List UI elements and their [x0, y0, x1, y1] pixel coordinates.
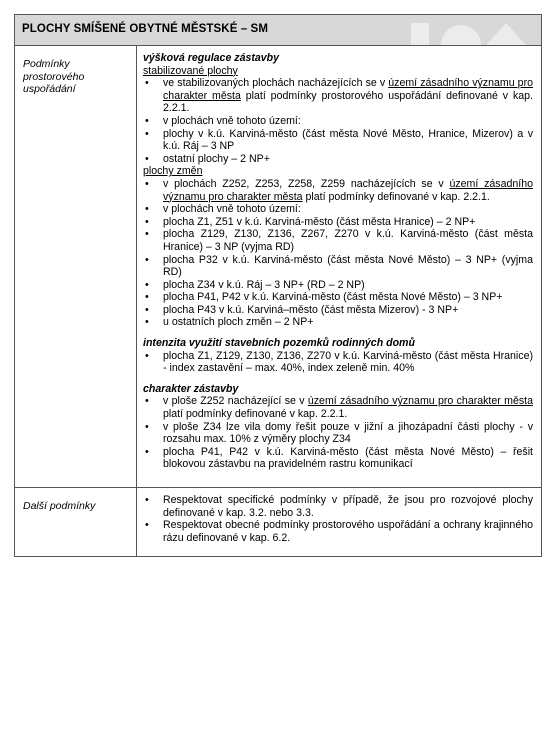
section-heading: výšková regulace zástavby: [143, 52, 280, 64]
list-item: • plocha Z1, Z129, Z130, Z136, Z270 v k.ú. Karviná-město (část města Hranice) - index zastavění – max. 40%, index zeleně min. 40%: [143, 350, 533, 375]
subheading: stabilizované plochy: [143, 64, 238, 77]
list-item: • plochy v k.ú. Karviná-město (část města Nové Město, Hranice, Mizerov) a v k.ú. Ráj – 3 NP: [143, 128, 533, 153]
zone-link-text: území zásadního významu pro charakter města: [307, 395, 533, 408]
list-item: • plocha Z34 v k.ú. Ráj – 3 NP+ (RD – 2 NP): [143, 279, 533, 292]
regulation-table: [14, 14, 542, 557]
list-item: • u ostatních ploch změn – 2 NP+: [143, 316, 533, 329]
bullet-list: [143, 178, 533, 329]
row-label: Další podmínky: [15, 488, 137, 556]
list-item: • v plochách Z252, Z253, Z258, Z259 nacházejících se v území zásadního významu pro charakter města platí podmínky definované v kap. 2.2.1.: [143, 178, 533, 203]
bullet-list: [143, 494, 533, 544]
subheading: plochy změn: [143, 165, 203, 178]
list-item: • v plochách vně tohoto území:: [143, 203, 533, 216]
row-spatial-conditions: [15, 46, 541, 488]
list-item: • v plochách vně tohoto území:: [143, 115, 533, 128]
bullet-list: [143, 395, 533, 471]
list-item: • Respektovat obecné podmínky prostorového uspořádání a ochrany krajinného rázu definované v kap. 6.2.: [143, 519, 533, 544]
section-heading: charakter zástavby: [143, 382, 239, 395]
section-heading: intenzita využití stavebních pozemků rodinných domů: [143, 337, 415, 350]
list-item: • plocha Z1, Z51 v k.ú. Karviná-město (část města Hranice) – 2 NP+: [143, 216, 533, 229]
list-item: • plocha P32 v k.ú. Karviná-město (část města Nové Město) – 3 NP+ (vyjma RD): [143, 254, 533, 279]
list-item: • v ploše Z34 lze vila domy řešit pouze v jižní a jihozápadní části plochy - v rozsahu max. 10% z výměry plochy Z34: [143, 421, 533, 446]
row-other-conditions: [15, 488, 541, 556]
table-title: PLOCHY SMÍŠENÉ OBYTNÉ MĚSTSKÉ – SM: [22, 23, 269, 35]
bullet-list: [143, 77, 533, 165]
list-item: • plocha P41, P42 v k.ú. Karviná-město (část města Nové Město) – 3 NP+: [143, 291, 533, 304]
row-content: [137, 488, 541, 556]
list-item: • ve stabilizovaných plochách nacházejících se v území zásadního významu pro charakter města platí podmínky prostorového uspořádání definované v kap. 2.2.1.: [143, 77, 533, 115]
zone-link-text: území zásadního významu pro charakter města: [163, 177, 533, 203]
watermark-logo: [391, 15, 541, 45]
bullet-list: [143, 350, 533, 375]
list-item: • Respektovat specifické podmínky v případě, že jsou pro rozvojové plochy definované v kap. 3.2. nebo 3.3.: [143, 494, 533, 519]
list-item: • v ploše Z252 nacházející se v území zásadního významu pro charakter města platí podmínky definované v kap. 2.2.1.: [143, 395, 533, 420]
list-item: • plocha P43 v k.ú. Karviná–město (část města Mizerov) - 3 NP+: [143, 304, 533, 317]
list-item: • ostatní plochy – 2 NP+: [143, 153, 533, 166]
row-content: [137, 46, 541, 487]
table-header: [15, 15, 541, 46]
list-item: • plocha P41, P42 v k.ú. Karviná-město (část města Nové Město) – řešit blokovou zástavbu na pravidelném rastru komunikací: [143, 446, 533, 471]
list-item: • plocha Z129, Z130, Z136, Z267, Z270 v k.ú. Karviná-město (část města Hranice) – 3 NP (vyjma RD): [143, 228, 533, 253]
row-label: Podmínky prostorového uspořádání: [15, 46, 137, 487]
zone-link-text: území zásadního významu pro charakter města: [163, 77, 533, 102]
